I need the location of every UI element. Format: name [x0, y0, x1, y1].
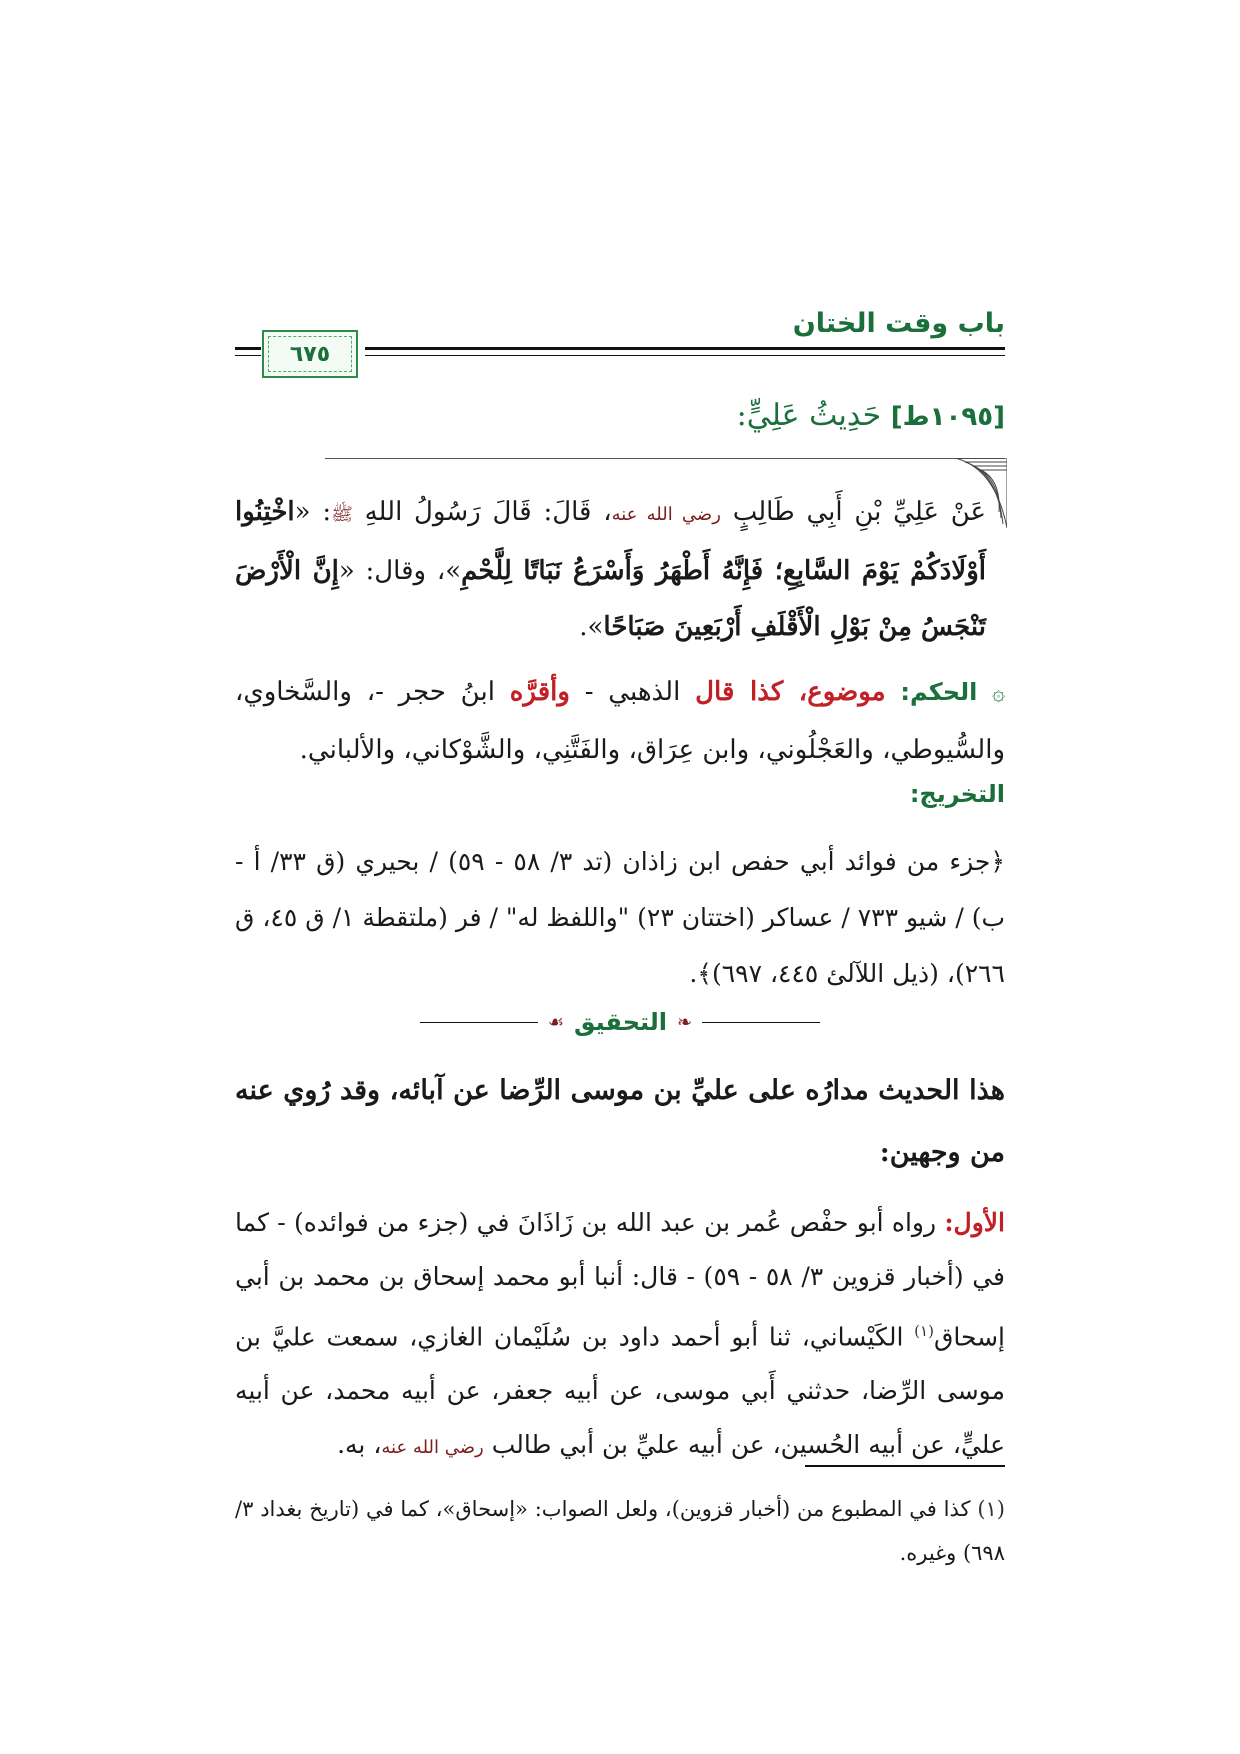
hadith-quote: اخْتِنُوا أَوْلَادَكُمْ يَوْمَ السَّابِعِ؛ فَإِنَّهُ أَطْهَرُ وَأَسْرَعُ نَبَاتًا لِلَّحْمِ [235, 497, 986, 586]
footnote-separator [805, 1465, 1005, 1467]
header-rule-left-thick [235, 347, 261, 350]
hadith-text-part: عَنْ عَلِيِّ بْنِ أَبِي طَالِبٍ [732, 497, 987, 527]
honorific-symbol: رضي الله عنه [611, 504, 721, 525]
divider-ornament-icon: ☙ [547, 1011, 564, 1033]
ruling-text: الذهبي - [569, 677, 696, 707]
header-rule-left-thin [235, 355, 261, 356]
heading-underline [325, 458, 1005, 459]
first-route-text: الكَيْساني، ثنا أبو أحمد داود بن سُلَيْمان الغازي، سمعت عليَّ بن موسى الرِّضا، حدثني أَبي موسى، عن أبيه جعفر، عن أبيه محمد، عن أبيه عليٍّ، عن أبيه الحُسين، عن أبيه عليِّ بن أبي طالب [235, 1322, 1005, 1460]
footnote-number: (١) [977, 1497, 1005, 1521]
header-rule-thin [365, 355, 1005, 356]
ruling-text: ابنُ حجر -، والسَّخاوي، والسُّيوطي، والعَجْلُوني، وابن عِرَاق، والفَتَّنِي، والشَّوْكاني، والألباني. [235, 677, 1005, 765]
hadith-number: [١٠٩٥ط] [890, 402, 1005, 432]
footnote-marker[interactable]: (١) [914, 1322, 934, 1340]
honorific-symbol: رضي الله عنه [381, 1437, 484, 1459]
divider-line [420, 1022, 538, 1023]
page-number: ٦٧٥ [289, 341, 331, 367]
hadith-heading [737, 398, 1005, 433]
divider-ornament-icon: ❧ [677, 1011, 693, 1033]
ruling-paragraph [235, 664, 1005, 778]
footnote [235, 1487, 1005, 1575]
header-rule-thick [365, 347, 1005, 350]
tahqiq-divider [420, 1006, 820, 1038]
takhrij-text: ﴿جزء من فوائد أبي حفص ابن زاذان (تد ٣/ ٥٨ - ٥٩) / بحيري (ق ٣٣/ أ - ب) / شيو ٧٣٣ / عساكر (اختتان ٢٣) "واللفظ له" / فر (ملتقطة ١/ ق ٤٥، ق ٢٦٦)، (ذيل اللآلئ ٤٤٥، ٦٩٧)﴾. [235, 847, 1005, 988]
first-route-text: ، به. [337, 1430, 382, 1460]
footnote-text: كذا في المطبوع من (أخبار قزوين)، ولعل الصواب: «إسحاق»، كما في (تاريخ بغداد ٣/ ٦٩٨) وغيره. [235, 1497, 1005, 1565]
ruling-verdict: موضوع، كذا قال [695, 677, 886, 707]
hadith-text-part: : « [294, 497, 332, 527]
hadith-quote: إِنَّ الْأَرْضَ تَنْجَسُ مِنْ بَوْلِ الْأَقْلَفِ أَرْبَعِينَ صَبَاحًا [235, 556, 986, 642]
hadith-text-part: ». [579, 612, 604, 642]
divider-line [702, 1022, 820, 1023]
honorific-symbol: ﷺ [331, 504, 353, 525]
takhrij-heading: التخريج: [909, 780, 1005, 808]
hadith-title: حَدِيثُ عَلِيٍّ: [736, 398, 882, 433]
first-route-paragraph [235, 1196, 1005, 1475]
hadith-text-part: »، وقال: « [338, 556, 462, 586]
tahqiq-label: التحقيق [574, 1008, 668, 1036]
hadith-text [235, 484, 986, 655]
first-route-label: الأول: [944, 1208, 1005, 1237]
flower-ornament-icon: ۞ [992, 681, 1006, 706]
tahqiq-intro: هذا الحديث مدارُه على عليِّ بن موسى الرِّضا عن آبائه، وقد رُوي عنه من وجهين: [235, 1075, 1005, 1168]
ruling-label: الحكم: [900, 678, 978, 706]
chapter-title: باب وقت الختان [792, 308, 1005, 339]
hadith-text-part: ، قَالَ: قَالَ رَسُولُ اللهِ [364, 497, 612, 527]
first-route-text: رواه أبو حفْص عُمر بن عبد الله بن زَاذَانَ في (جزء من فوائده) - كما في (أخبار قزوين ٣/ ٥٨ - ٥٩) - قال: أنبا أبو محمد إسحاق بن محمد بن أبي إسحاق [235, 1208, 1005, 1352]
ruling-affirmed: وأقرَّه [509, 677, 570, 707]
page-number-frame [262, 330, 358, 378]
